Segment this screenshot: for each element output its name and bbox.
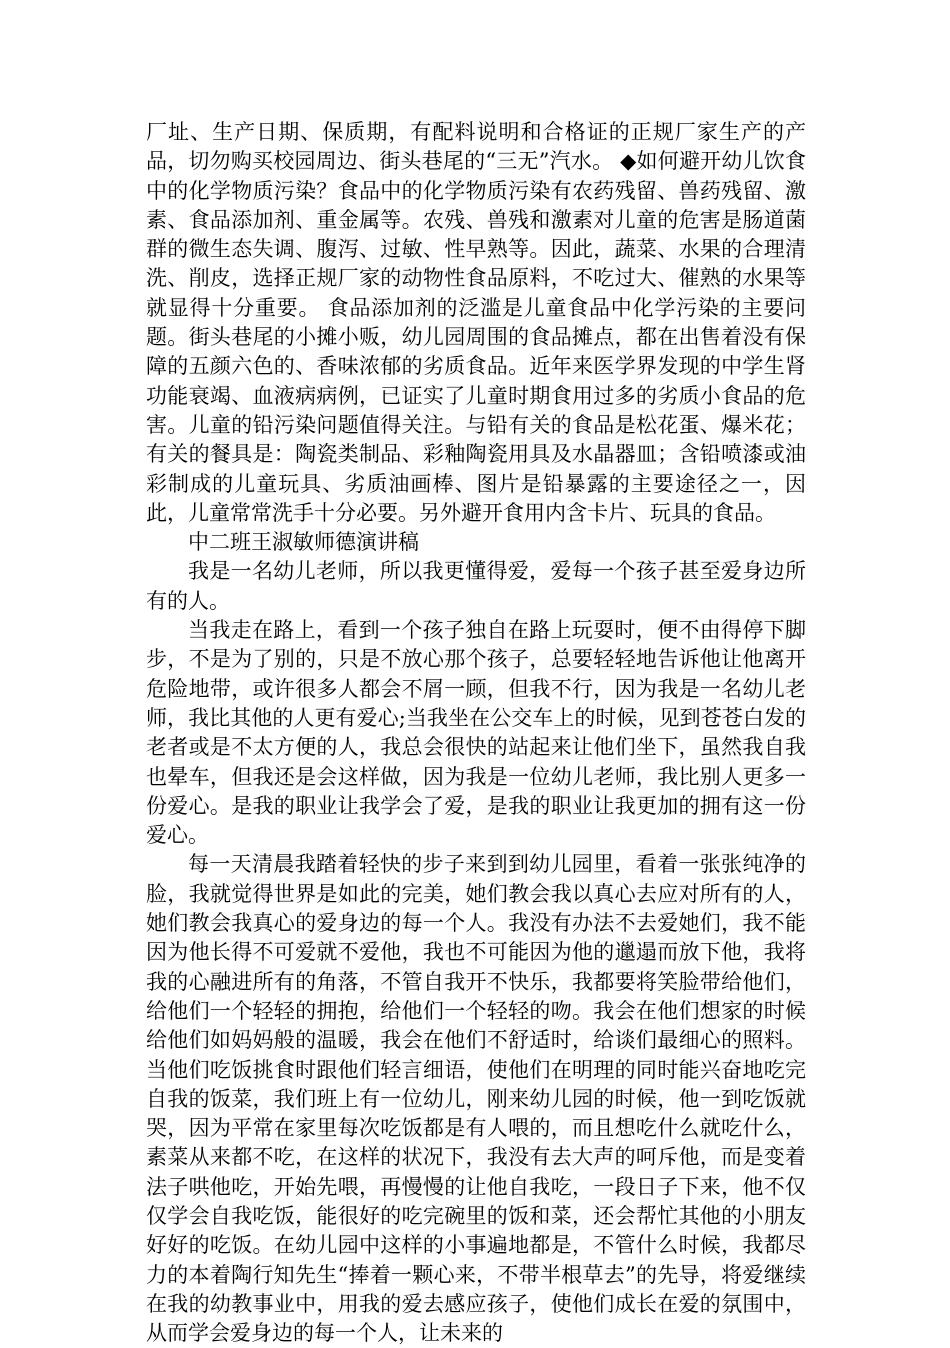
paragraph-food-safety: 厂址、生产日期、保质期，有配料说明和合格证的正规厂家生产的产品，切勿购买校园周边、街头巷尾的“三无”汽水。 ◆如何避开幼儿饮食中的化学物质污染？食品中的化学物质污染有农药残留、兽药残留、激素、食品添加剂、重金属等。农残、兽残和激素对儿童的危害是肠道菌群的微生态失调、腹泻、过敏、性早熟等。因此，蔬菜、水果的合理清洗、削皮，选择正规厂家的动物性食品原料，不吃过大、催熟的水果等就显得十分重要。 食品添加剂的泛滥是儿童食品中化学污染的主要问题。街头巷尾的小摊小贩，幼儿园周围的食品摊点，都在出售着没有保障的五颜六色的、香味浓郁的劣质食品。近年来医学界发现的中学生肾功能衰竭、血液病病例，已证实了儿童时期食用过多的劣质小食品的危害。儿童的铅污染问题值得关注。与铅有关的食品是松花蛋、爆米花；有关的餐具是：陶瓷类制品、彩釉陶瓷用具及水晶器皿；含铅喷漆或油彩制成的儿童玩具、劣质油画棒、图片是铅暴露的主要途径之一，因此，儿童常常洗手十分必要。另外避开食用内含卡片、玩具的食品。 — [146, 120, 806, 525]
paragraph-intro: 我是一名幼儿老师，所以我更懂得爱，爱每一个孩子甚至爱身边所有的人。 — [146, 559, 806, 613]
paragraph-on-the-road: 当我走在路上，看到一个孩子独自在路上玩耍时，便不由得停下脚步，不是为了别的，只是不放心那个孩子，总要轻轻地告诉他让他离开危险地带，或许很多人都会不屑一顾，但我不行，因为我是一名幼儿老师，我比其他的人更有爱心;当我坐在公交车上的时候，见到苍苍白发的老者或是不太方便的人，我总会很快的站起来让他们坐下，虽然我自我也晕车，但我还是会这样做，因为我是一位幼儿老师，我比别人更多一份爱心。是我的职业让我学会了爱，是我的职业让我更加的拥有这一份爱心。 — [146, 618, 806, 848]
speech-title: 中二班王淑敏师德演讲稿 — [188, 530, 419, 555]
paragraph-every-morning: 每一天清晨我踏着轻快的步子来到到幼儿园里，看着一张张纯净的脸，我就觉得世界是如此的完美，她们教会我以真心去应对所有的人，她们教会我真心的爱身边的每一个人。我没有办法不去爱她们，我不能因为他长得不可爱就不爱他，我也不可能因为他的邋遢而放下他，我将我的心融进所有的角落，不管自我开不快乐，我都要将笑脸带给他们，给他们一个轻轻的拥抱，给他们一个轻轻的吻。我会在他们想家的时候给他们如妈妈般的温暖，我会在他们不舒适时，给谈们最细心的照料。当他们吃饭挑食时跟他们轻言细语，使他们在明理的同时能兴奋地吃完自我的饭菜，我们班上有一位幼儿，刚来幼儿园的时候，他一到吃饭就哭，因为平常在家里每次吃饭都是有人喂的，而且想吃什么就吃什么，素菜从来都不吃，在这样的状况下，我没有去大声的呵斥他，而是变着法子哄他吃，开始先喂，再慢慢的让他自我吃，一段日子下来，他不仅仅学会自我吃饭，能很好的吃完碗里的饭和菜，还会帮忙其他的小朋友好好的吃饭。在幼儿园中这样的小事遍地都是，不管什么时候，我都尽力的本着陶行知先生“捧着一颗心来，不带半根草去”的先导，将爱继续在我的幼教事业中，用我的爱去感应孩子，使他们成长在爱的氛围中，从而学会爱身边的每一个人，让未来的 — [146, 852, 806, 1346]
document-body — [146, 118, 806, 1348]
